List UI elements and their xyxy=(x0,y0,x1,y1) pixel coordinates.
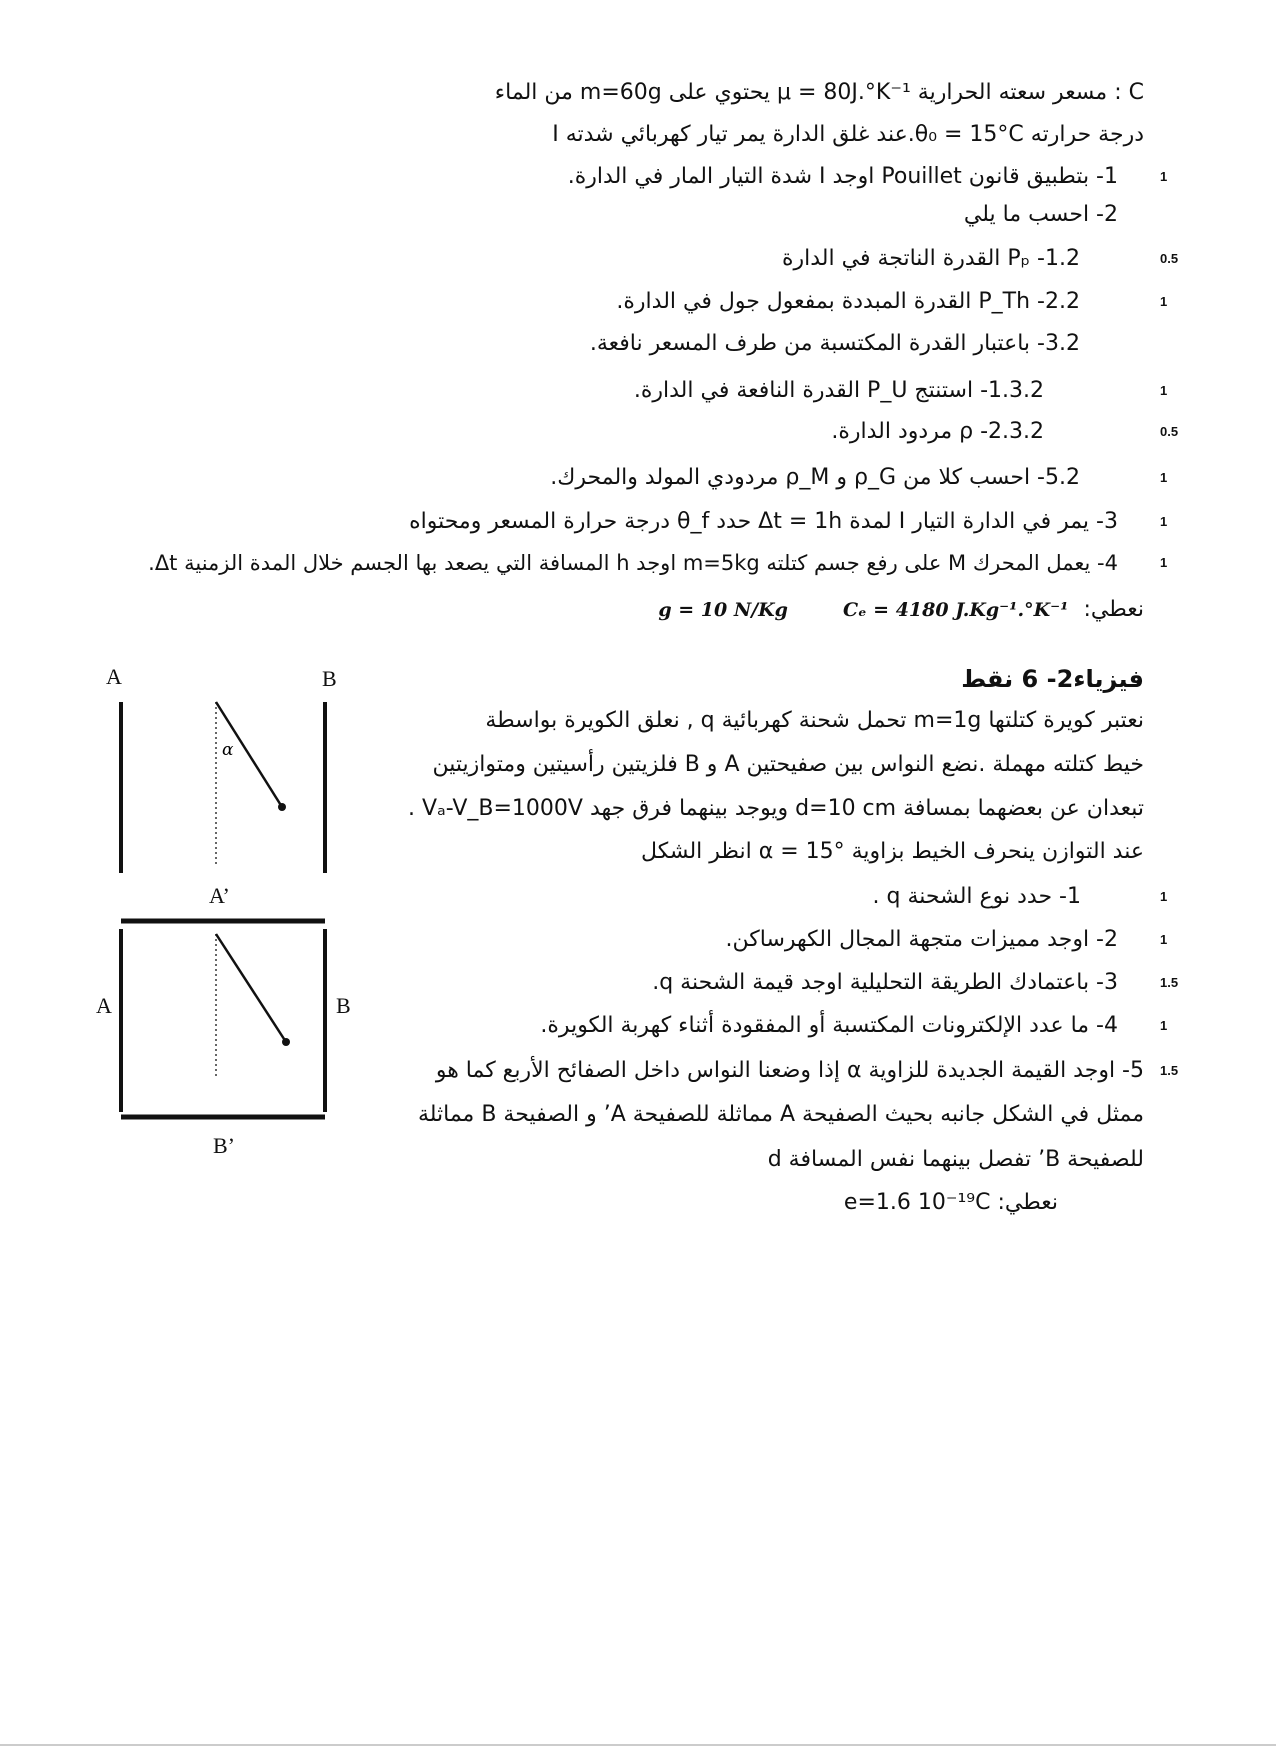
label-a: A xyxy=(96,993,112,1018)
label-a-prime: A’ xyxy=(209,883,230,908)
ex1-question: 5.2- احسب كلا من ρ_G و ρ_M مردودي المولد والمحرك. xyxy=(550,465,1080,490)
ex2-line: نعتبر كويرة كتلتها m=1g تحمل شحنة كهربائية q , نعلق الكويرة بواسطة xyxy=(485,708,1144,733)
ex2-line: ممثل في الشكل جانبه بحيث الصفيحة A مماثلة للصفيحة A’ و الصفيحة B مماثلة xyxy=(417,1102,1144,1127)
pendulum-ball xyxy=(278,803,286,811)
ex1-line: C : مسعر سعته الحرارية μ = 80J.°K⁻¹ يحتوي على m=60g من الماء xyxy=(494,80,1144,105)
label-b: B xyxy=(322,666,337,691)
ex2-line: للصفيحة B’ تفصل بينهما نفس المسافة d xyxy=(767,1147,1144,1172)
ex1-line: درجة حرارته θ₀ = 15°C.عند غلق الدارة يمر تيار كهربائي شدته I xyxy=(552,122,1144,147)
section-title: فيزياء2- 6 نقط xyxy=(961,665,1144,693)
ex1-question: 4- يعمل المحرك M على رفع جسم كتلته m=5kg اوجد h المسافة التي يصعد بها الجسم خلال المدة الزمنية Δt. xyxy=(148,551,1118,575)
ex2-score: 1 xyxy=(1160,932,1168,947)
label-b: B xyxy=(336,993,351,1018)
label-a: A xyxy=(106,664,122,689)
ex2-score: 1 xyxy=(1160,1018,1168,1033)
ex2-question: 3- باعتمادك الطريقة التحليلية اوجد قيمة الشحنة q. xyxy=(652,970,1118,995)
ex2-line: عند التوازن ينحرف الخيط بزاوية α = 15° انظر الشكل xyxy=(641,839,1144,864)
ex2-question: 4- ما عدد الإلكترونات المكتسبة أو المفقودة أثناء كهربة الكويرة. xyxy=(540,1013,1118,1038)
ex2-question: 5- اوجد القيمة الجديدة للزاوية α إذا وضعنا النواس داخل الصفائح الأربع كما هو xyxy=(435,1058,1144,1083)
pendulum-ball xyxy=(282,1038,290,1046)
figure-four-plates xyxy=(96,883,351,1158)
ex2-score: 1.5 xyxy=(1160,1063,1179,1078)
ex1-score: 0.5 xyxy=(1160,251,1179,266)
ex2-line: خيط كتلته مهملة .نضع النواس بين صفيحتين A و B فلزيتين رأسيتين ومتوازيتين xyxy=(432,752,1144,777)
ex2-score: 1.5 xyxy=(1160,975,1179,990)
ex1-score: 1 xyxy=(1160,169,1168,184)
ex1-score: 1 xyxy=(1160,555,1168,570)
ex1-question: 1.2- Pₚ القدرة الناتجة في الدارة xyxy=(782,246,1080,271)
ex1-question: 3- يمر في الدارة التيار I لمدة Δt = 1h حدد θ_f درجة حرارة المسعر ومحتواه xyxy=(409,509,1118,534)
ex1-question: 2- احسب ما يلي xyxy=(963,202,1118,227)
ex1-question: 1.3.2- استنتج P_U القدرة النافعة في الدارة. xyxy=(633,378,1044,403)
ex1-score: 1 xyxy=(1160,470,1168,485)
ex1-score: 1 xyxy=(1160,383,1168,398)
pendulum-thread xyxy=(216,934,286,1042)
given-ce: Cₑ = 4180 J.Kg⁻¹.°K⁻¹ xyxy=(842,599,1069,621)
ex1-score: 1 xyxy=(1160,514,1168,529)
ex1-question: 2.2- P_Th القدرة المبددة بمفعول جول في الدارة. xyxy=(616,289,1080,314)
given-g: g = 10 N/Kg xyxy=(658,599,788,621)
ex1-question: 3.2- باعتبار القدرة المكتسبة من طرف المسعر نافعة. xyxy=(589,331,1080,356)
given-label: نعطي: xyxy=(1083,597,1144,622)
angle-alpha: α xyxy=(222,740,234,760)
ex2-question: 2- اوجد مميزات متجهة المجال الكهرساكن. xyxy=(725,927,1118,952)
label-b-prime: B’ xyxy=(213,1133,235,1158)
ex2-score: 1 xyxy=(1160,889,1168,904)
ex2-line: تبعدان عن بعضهما بمسافة d=10 cm ويوجد بينهما فرق جهد Vₐ-V_B=1000V . xyxy=(408,796,1144,821)
ex2-question: 1- حدد نوع الشحنة q . xyxy=(872,884,1081,909)
ex1-score: 1 xyxy=(1160,294,1168,309)
ex1-score: 0.5 xyxy=(1160,424,1179,439)
ex1-question: 2.3.2- ρ مردود الدارة. xyxy=(831,419,1044,444)
figure-two-plates xyxy=(106,664,337,873)
ex1-question: 1- بتطبيق قانون Pouillet اوجد I شدة التيار المار في الدارة. xyxy=(567,164,1118,189)
ex2-given: نعطي: e=1.6 10⁻¹⁹C xyxy=(843,1190,1058,1215)
